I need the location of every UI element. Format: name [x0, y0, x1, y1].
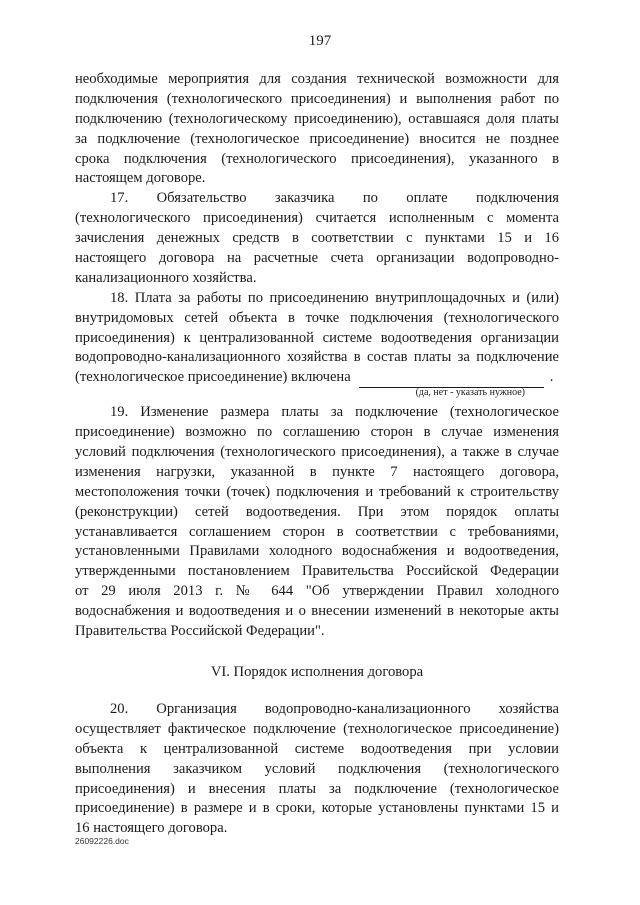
fill-in-line: [75, 368, 559, 388]
text-line: объекта к централизованной системе водоотведения при условии: [75, 740, 559, 757]
paragraph-continued: [75, 70, 559, 189]
paragraph-19: [75, 403, 559, 642]
text-line: присоединение) в размере и в сроки, которые установлены пунктами 15 и: [75, 800, 559, 817]
text-line: осуществляет фактическое подключение (технологическое присоединение): [75, 720, 559, 737]
text-line: 16 настоящего договора.: [75, 820, 228, 837]
text-line: за подключение (технологическое присоединение) вносится не позднее: [75, 130, 559, 147]
text-line: (реконструкции) сетей водоотведения. При этом порядок оплаты: [75, 503, 559, 520]
text-line: установленными Правилами холодного водоснабжения и водоотведения,: [75, 543, 559, 560]
text-line: настоящем договоре.: [75, 170, 206, 187]
text-line: необходимые мероприятия для создания технической возможности для: [75, 71, 559, 87]
fill-in-label: (технологическое присоединение) включена: [75, 369, 351, 386]
text-line: от 29 июля 2013 г. № 644 "Об утверждении Правил холодного: [75, 583, 559, 600]
text-line: местоположения точки (точек) подключения и требований к строительству: [75, 483, 559, 500]
paragraph-20: [75, 700, 559, 839]
text-line: 18. Плата за работы по присоединению внутриплощадочных и (или): [110, 289, 559, 306]
text-line: срока подключения (технологического присоединения), указанного в: [75, 150, 559, 167]
footer-file-code: 26092226.doc: [75, 836, 129, 846]
text-line: (технологического присоединения) считается исполненным с момента: [75, 210, 559, 227]
text-line: канализационного хозяйства.: [75, 269, 257, 286]
text-line: условий подключения (технологического присоединения), а также в случае: [75, 444, 559, 461]
paragraph-18: [75, 289, 559, 399]
paragraph-17: [75, 189, 559, 288]
text-line: Правительства Российской Федерации".: [75, 623, 325, 640]
fill-in-period: .: [549, 369, 554, 386]
text-line: присоединения) и внесения платы за подключение (технологическое: [75, 780, 559, 797]
text-line: подключения (технологического присоединения) и выполнения работ по: [75, 90, 559, 107]
page-number: 197: [308, 33, 332, 49]
text-line: выполнения заказчиком условий подключения (технологического: [75, 760, 559, 777]
text-line: 19. Изменение размера платы за подключение (технологическое: [110, 404, 559, 421]
text-line: подключению (технологическому присоединению), оставшаяся доля платы: [75, 110, 559, 127]
text-line: водопроводно-канализационного хозяйства в состав платы за подключение: [75, 349, 559, 366]
text-line: зачисления денежных средств в соответствии с пунктами 15 и 16: [75, 230, 559, 247]
fill-in-hint: (да, нет - указать нужное): [415, 387, 525, 399]
text-line: внутридомовых сетей объекта в точке подключения (технологического: [75, 309, 559, 326]
section-heading: VI. Порядок исполнения договора: [210, 663, 424, 680]
text-line: водоснабжения и водоотведения и о внесении изменений в некоторые акты: [75, 603, 559, 620]
text-line: присоединение) возможно по соглашению сторон в случае изменения: [75, 424, 559, 441]
fill-in-blank: [359, 373, 544, 388]
text-line: присоединения) к централизованной системе водоотведения организации: [75, 329, 559, 346]
text-line: изменения нагрузки, указанной в пункте 7 настоящего договора,: [75, 463, 559, 480]
text-line: утвержденными постановлением Правительства Российской Федерации: [75, 563, 559, 580]
text-line: 20. Организация водопроводно-канализационного хозяйства: [110, 700, 559, 717]
text-line: 17. Обязательство заказчика по оплате подключения: [110, 190, 559, 207]
page-body: [75, 70, 559, 839]
text-line: настоящего договора на расчетные счета организации водопроводно-: [75, 250, 559, 267]
text-line: устанавливается соглашением сторон в соответствии с требованиями,: [75, 523, 559, 540]
